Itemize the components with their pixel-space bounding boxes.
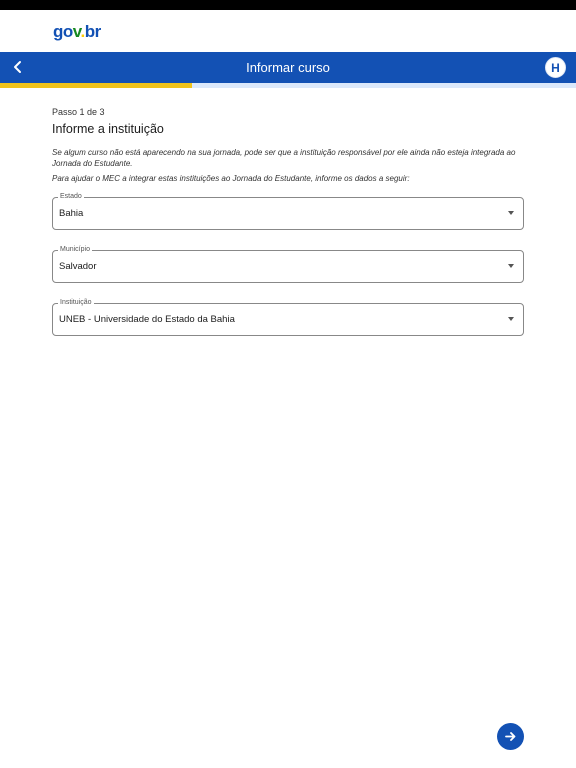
municipio-value: Salvador	[59, 261, 97, 272]
logo-part-v: v	[72, 22, 81, 41]
arrow-right-icon	[504, 730, 517, 743]
status-bar	[0, 0, 576, 10]
estado-label: Estado	[60, 193, 82, 200]
caret-down-icon	[508, 211, 514, 215]
instituicao-value: UNEB - Universidade do Estado da Bahia	[59, 314, 235, 325]
back-button[interactable]	[6, 55, 30, 79]
municipio-select[interactable]	[52, 246, 524, 283]
description-text: Se algum curso não está aparecendo na sua jornada, pode ser que a instituição responsável por ele ainda não esteja integrada ao Jornada do Estudante.	[52, 148, 516, 168]
instruction-text: Para ajudar o MEC a integrar estas instituições ao Jornada do Estudante, informe os dados a seguir:	[52, 174, 410, 183]
brand-bar	[0, 10, 576, 52]
app-bar-title: Informar curso	[246, 60, 330, 75]
instituicao-label: Instituição	[60, 299, 92, 306]
estado-value: Bahia	[59, 208, 84, 219]
logo-part-br: br	[84, 22, 101, 41]
chevron-left-icon	[11, 60, 25, 74]
caret-down-icon	[508, 317, 514, 321]
app-bar	[0, 52, 576, 83]
logo-part-dot: .	[80, 22, 85, 41]
caret-down-icon	[508, 264, 514, 268]
user-avatar[interactable]: H	[545, 57, 566, 78]
step-indicator: Passo 1 de 3	[52, 107, 105, 117]
logo-part-go: go	[53, 22, 73, 41]
municipio-label: Município	[60, 246, 90, 253]
instituicao-select[interactable]	[52, 299, 524, 336]
estado-select[interactable]	[52, 193, 524, 230]
progress-bar	[0, 83, 576, 88]
page-heading: Informe a instituição	[52, 122, 164, 136]
progress-fill	[0, 83, 192, 88]
govbr-logo	[53, 22, 101, 42]
next-button[interactable]	[497, 723, 524, 750]
